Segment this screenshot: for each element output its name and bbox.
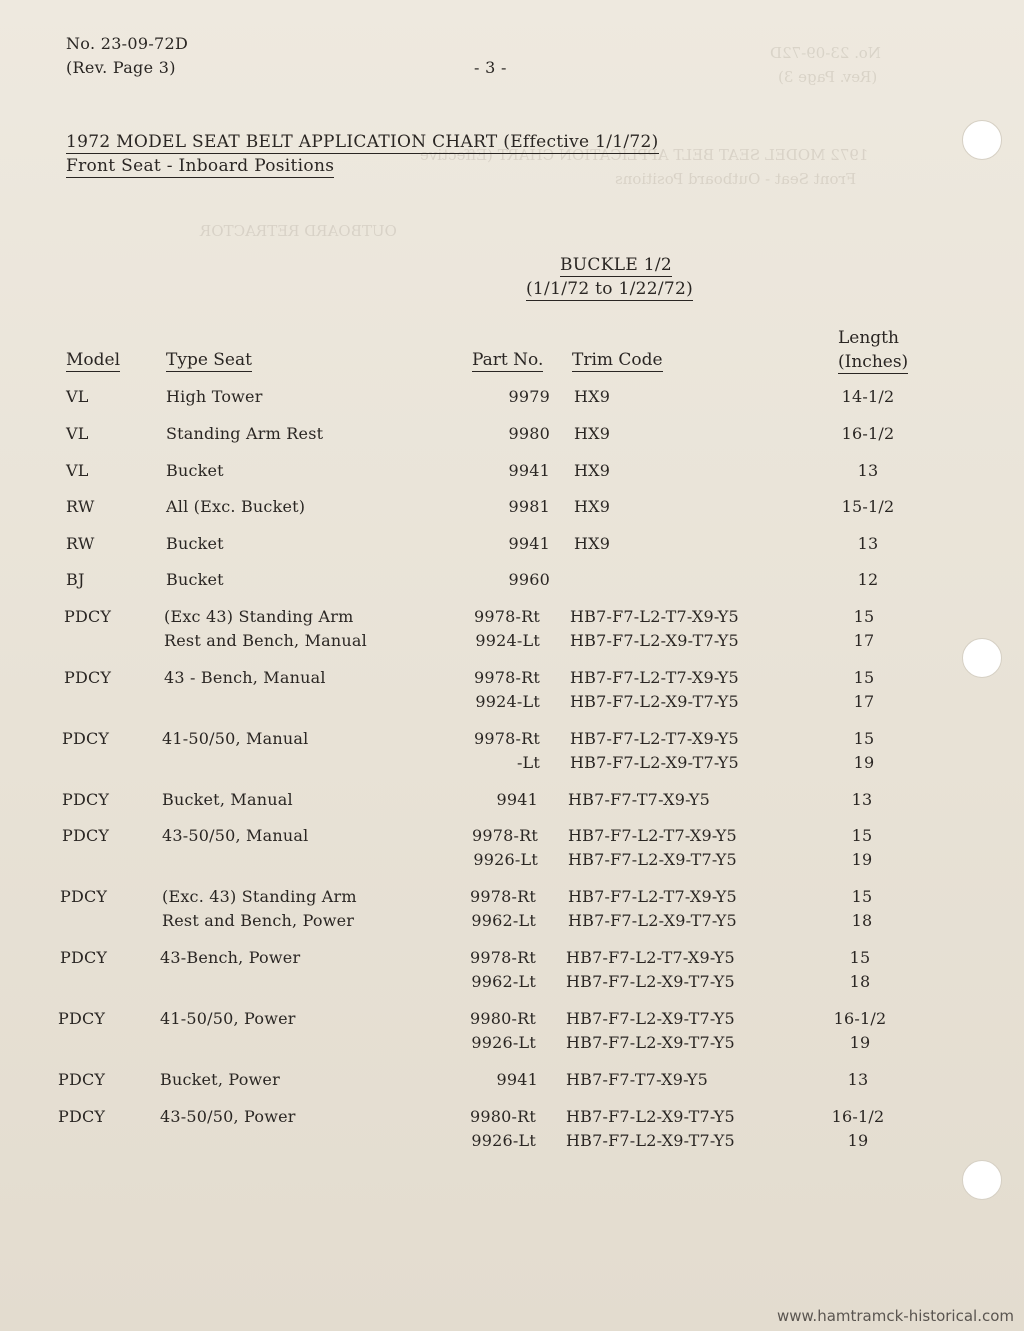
row-part-number: 9962-Lt xyxy=(471,911,536,930)
row-length: 16-1/2 xyxy=(833,1009,887,1028)
chart-subtitle: Front Seat - Inboard Positions xyxy=(66,156,335,176)
row-part-number: 9980-Rt xyxy=(469,1107,536,1126)
row-trim-code: HB7-F7-T7-X9-Y5 xyxy=(566,1070,709,1089)
revision-label: (Rev. Page 3) xyxy=(66,58,176,77)
row-part-number: 9981 xyxy=(508,497,550,516)
row-trim-code: HX9 xyxy=(574,534,611,553)
row-model: PDCY xyxy=(60,948,108,967)
binder-hole-middle xyxy=(962,638,1002,678)
row-model: PDCY xyxy=(64,668,112,687)
row-type-seat: (Exc. 43) Standing Arm xyxy=(162,887,357,906)
row-type-seat: High Tower xyxy=(166,387,263,406)
row-length: 16-1/2 xyxy=(831,1107,885,1126)
row-trim-code: HB7-F7-L2-T7-X9-Y5 xyxy=(568,887,737,906)
row-part-number: 9941 xyxy=(508,534,550,553)
row-part-number: 9978-Rt xyxy=(469,887,536,906)
row-part-number: 9926-Lt xyxy=(471,1131,536,1150)
row-trim-code: HB7-F7-L2-T7-X9-Y5 xyxy=(570,668,739,687)
row-length: 17 xyxy=(853,692,875,711)
column-header-length-units: (Inches) xyxy=(838,352,909,372)
row-type-seat: All (Exc. Bucket) xyxy=(166,497,306,516)
row-model: PDCY xyxy=(58,1107,106,1126)
row-model: RW xyxy=(66,497,95,516)
row-part-number: 9941 xyxy=(496,1070,538,1089)
chart-title: 1972 MODEL SEAT BELT APPLICATION CHART (Effective 1/1/72) xyxy=(66,132,659,152)
bleed-through-revision: (Rev. Page 3) xyxy=(778,68,878,86)
row-part-number: 9941 xyxy=(496,790,538,809)
row-trim-code: HB7-F7-L2-X9-T7-Y5 xyxy=(568,850,737,869)
row-type-seat: 43-Bench, Power xyxy=(160,948,301,967)
column-header-type-seat: Type Seat xyxy=(166,350,252,370)
page-number: - 3 - xyxy=(474,58,507,77)
row-length: 14-1/2 xyxy=(841,387,895,406)
row-part-number: 9978-Rt xyxy=(473,607,540,626)
row-trim-code: HX9 xyxy=(574,461,611,480)
binder-hole-top xyxy=(962,120,1002,160)
row-length: 13 xyxy=(847,1070,869,1089)
row-trim-code: HB7-F7-L2-T7-X9-Y5 xyxy=(568,826,737,845)
buckle-date-range: (1/1/72 to 1/22/72) xyxy=(526,279,694,299)
row-trim-code: HB7-F7-L2-X9-T7-Y5 xyxy=(568,911,737,930)
row-length: 15 xyxy=(853,729,875,748)
row-type-seat: 41-50/50, Manual xyxy=(162,729,309,748)
row-part-number: 9960 xyxy=(508,570,550,589)
row-trim-code: HB7-F7-L2-X9-T7-Y5 xyxy=(570,753,739,772)
row-part-number: 9980 xyxy=(508,424,550,443)
row-type-seat: Standing Arm Rest xyxy=(166,424,324,443)
row-part-number: 9926-Lt xyxy=(473,850,538,869)
row-part-number: 9979 xyxy=(508,387,550,406)
bleed-through-section: OUTBOARD RETRACTOR xyxy=(200,222,397,240)
row-trim-code: HB7-F7-L2-X9-T7-Y5 xyxy=(570,692,739,711)
row-length: 15 xyxy=(849,948,871,967)
row-length: 18 xyxy=(851,911,873,930)
footer-watermark: www.hamtramck-historical.com xyxy=(777,1307,1014,1325)
row-length: 19 xyxy=(847,1131,869,1150)
row-type-seat: Rest and Bench, Power xyxy=(162,911,355,930)
bleed-through-doc-number: No. 23-09-72D xyxy=(770,44,881,62)
row-length: 19 xyxy=(851,850,873,869)
row-trim-code: HB7-F7-T7-X9-Y5 xyxy=(568,790,711,809)
row-length: 15 xyxy=(853,668,875,687)
row-length: 19 xyxy=(849,1033,871,1052)
row-type-seat: (Exc 43) Standing Arm xyxy=(164,607,354,626)
row-trim-code: HB7-F7-L2-X9-T7-Y5 xyxy=(566,1131,735,1150)
row-trim-code: HB7-F7-L2-T7-X9-Y5 xyxy=(570,729,739,748)
column-header-part-no: Part No. xyxy=(472,350,544,370)
row-length: 15 xyxy=(853,607,875,626)
row-model: PDCY xyxy=(62,826,110,845)
row-part-number: -Lt xyxy=(516,753,540,772)
row-model: PDCY xyxy=(58,1009,106,1028)
row-trim-code: HX9 xyxy=(574,497,611,516)
buckle-title: BUCKLE 1/2 xyxy=(560,255,672,275)
row-part-number: 9978-Rt xyxy=(471,826,538,845)
row-model: VL xyxy=(66,424,89,443)
row-part-number: 9978-Rt xyxy=(469,948,536,967)
bleed-through-subtitle: Front Seat - Outboard Positions xyxy=(615,170,857,188)
row-trim-code: HB7-F7-L2-X9-T7-Y5 xyxy=(570,631,739,650)
row-model: VL xyxy=(66,387,89,406)
row-length: 15 xyxy=(851,826,873,845)
row-type-seat: Bucket, Manual xyxy=(162,790,293,809)
row-length: 12 xyxy=(857,570,879,589)
row-model: PDCY xyxy=(58,1070,106,1089)
row-part-number: 9926-Lt xyxy=(471,1033,536,1052)
row-part-number: 9941 xyxy=(508,461,550,480)
row-part-number: 9980-Rt xyxy=(469,1009,536,1028)
row-type-seat: 43-50/50, Manual xyxy=(162,826,309,845)
row-model: PDCY xyxy=(64,607,112,626)
column-header-model: Model xyxy=(66,350,121,370)
row-length: 13 xyxy=(857,534,879,553)
row-model: BJ xyxy=(66,570,85,589)
row-trim-code: HB7-F7-L2-X9-T7-Y5 xyxy=(566,1009,735,1028)
row-length: 18 xyxy=(849,972,871,991)
row-part-number: 9978-Rt xyxy=(473,668,540,687)
row-model: RW xyxy=(66,534,95,553)
row-type-seat: Bucket, Power xyxy=(160,1070,280,1089)
row-length: 15 xyxy=(851,887,873,906)
row-type-seat: Bucket xyxy=(166,461,224,480)
row-part-number: 9962-Lt xyxy=(471,972,536,991)
bleed-through-title: 1972 MODEL SEAT BELT APPLICATION CHART (Effective xyxy=(420,146,869,164)
row-type-seat: Rest and Bench, Manual xyxy=(164,631,367,650)
row-length: 13 xyxy=(851,790,873,809)
row-length: 16-1/2 xyxy=(841,424,895,443)
row-part-number: 9924-Lt xyxy=(475,692,540,711)
row-type-seat: 43-50/50, Power xyxy=(160,1107,296,1126)
column-header-trim-code: Trim Code xyxy=(572,350,663,370)
row-trim-code: HX9 xyxy=(574,387,611,406)
row-type-seat: Bucket xyxy=(166,534,224,553)
row-length: 15-1/2 xyxy=(841,497,895,516)
row-part-number: 9924-Lt xyxy=(475,631,540,650)
row-trim-code: HB7-F7-L2-X9-T7-Y5 xyxy=(566,1107,735,1126)
row-length: 19 xyxy=(853,753,875,772)
row-model: PDCY xyxy=(62,790,110,809)
document-number: No. 23-09-72D xyxy=(66,34,189,53)
row-part-number: 9978-Rt xyxy=(473,729,540,748)
row-trim-code: HB7-F7-L2-T7-X9-Y5 xyxy=(566,948,735,967)
row-type-seat: 41-50/50, Power xyxy=(160,1009,296,1028)
row-trim-code: HB7-F7-L2-T7-X9-Y5 xyxy=(570,607,739,626)
row-trim-code: HX9 xyxy=(574,424,611,443)
row-trim-code: HB7-F7-L2-X9-T7-Y5 xyxy=(566,972,735,991)
row-type-seat: 43 - Bench, Manual xyxy=(164,668,326,687)
row-model: PDCY xyxy=(62,729,110,748)
row-trim-code: HB7-F7-L2-X9-T7-Y5 xyxy=(566,1033,735,1052)
row-length: 17 xyxy=(853,631,875,650)
row-model: PDCY xyxy=(60,887,108,906)
row-length: 13 xyxy=(857,461,879,480)
binder-hole-bottom xyxy=(962,1160,1002,1200)
column-header-length: Length xyxy=(838,328,899,348)
row-model: VL xyxy=(66,461,89,480)
row-type-seat: Bucket xyxy=(166,570,224,589)
